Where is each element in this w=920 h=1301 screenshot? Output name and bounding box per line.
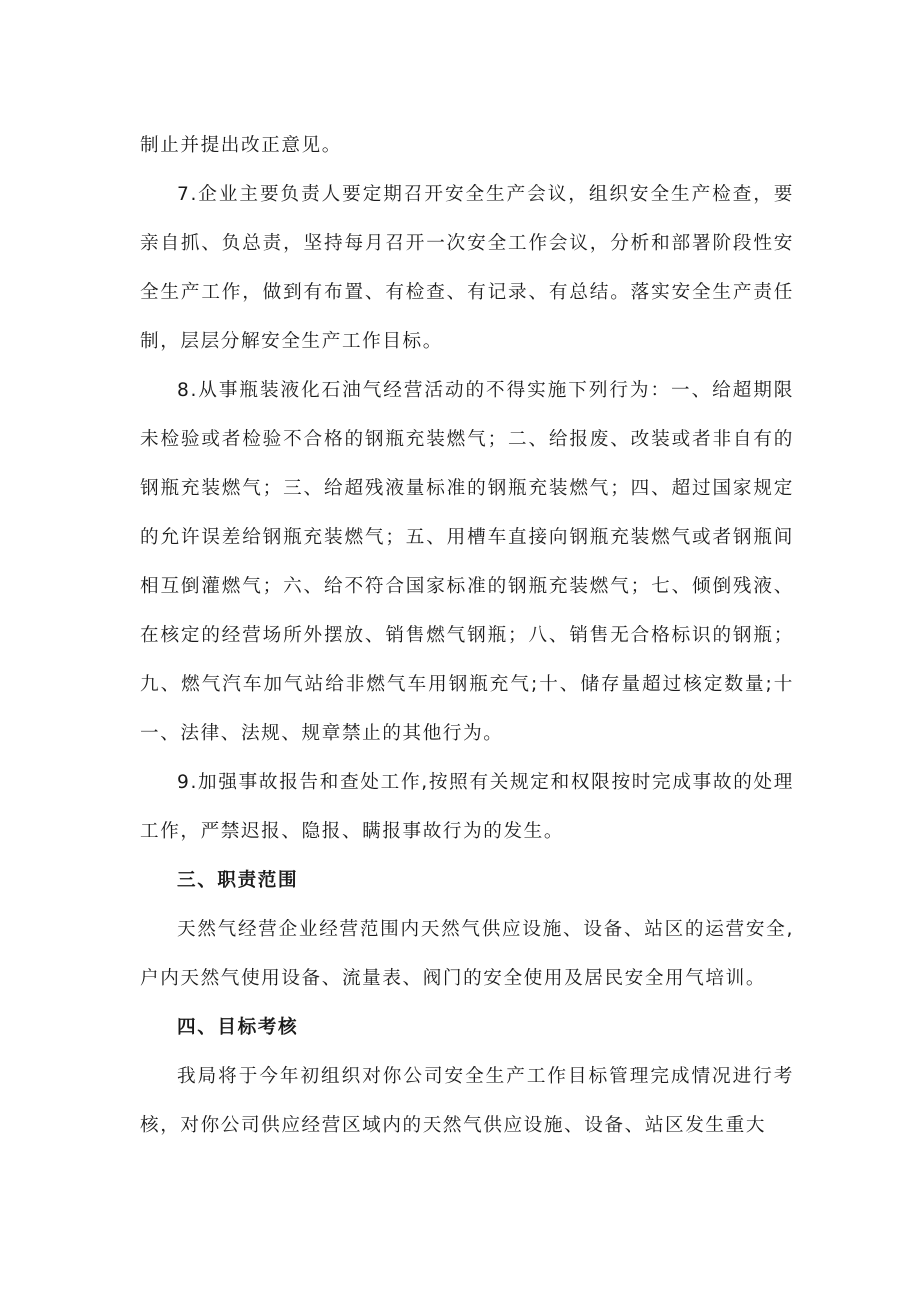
paragraph-item-9 [140,758,794,856]
section-heading-assessment: 四、目标考核 [177,1017,299,1038]
paragraph-continuation: 制止并提出改正意见。 [140,135,342,156]
item-text: .企业主要负责人要定期召开安全生产会议，组织安全生产检查，要亲自抓、负总责，坚持每月召开一次安全工作会议，分析和部署阶段性安全生产工作，做到有布置、有检查、有记录、有总结。落实安全生产责任制，层层分解安全生产工作目标。 [140,184,794,352]
paragraph-assessment: 我局将于今年初组织对你公司安全生产工作目标管理完成情况进行考核，对你公司供应经营区域内的天然气供应设施、设备、站区发生重大 [140,1066,794,1136]
item-text: .加强事故报告和查处工作,按照有关规定和权限按时完成事故的处理工作，严禁迟报、隐报、瞒报事故行为的发生。 [140,772,794,842]
paragraph-item-8 [140,366,794,758]
item-number: 8 [177,380,191,401]
section-heading-responsibility: 三、职责范围 [177,870,299,891]
item-number: 9 [177,772,191,793]
paragraph-responsibility: 天然气经营企业经营范围内天然气供应设施、设备、站区的运营安全,户内天然气使用设备、流量表、阀门的安全使用及居民安全用气培训。 [140,919,794,989]
paragraph-item-7 [140,170,794,366]
document-page [140,121,794,1150]
item-number: 7 [177,184,191,205]
item-text: .从事瓶装液化石油气经营活动的不得实施下列行为：一、给超期限未检验或者检验不合格的钢瓶充装燃气；二、给报废、改装或者非自有的钢瓶充装燃气；三、给超残液量标准的钢瓶充装燃气；四、超过国家规定的允许误差给钢瓶充装燃气；五、用槽车直接向钢瓶充装燃气或者钢瓶间相互倒灌燃气；六、给不符合国家标准的钢瓶充装燃气；七、倾倒残液、在核定的经营场所外摆放、销售燃气钢瓶；八、销售无合格标识的钢瓶；九、燃气汽车加气站给非燃气车用钢瓶充气;十、储存量超过核定数量;十一、法律、法规、规章禁止的其他行为。 [140,380,794,744]
